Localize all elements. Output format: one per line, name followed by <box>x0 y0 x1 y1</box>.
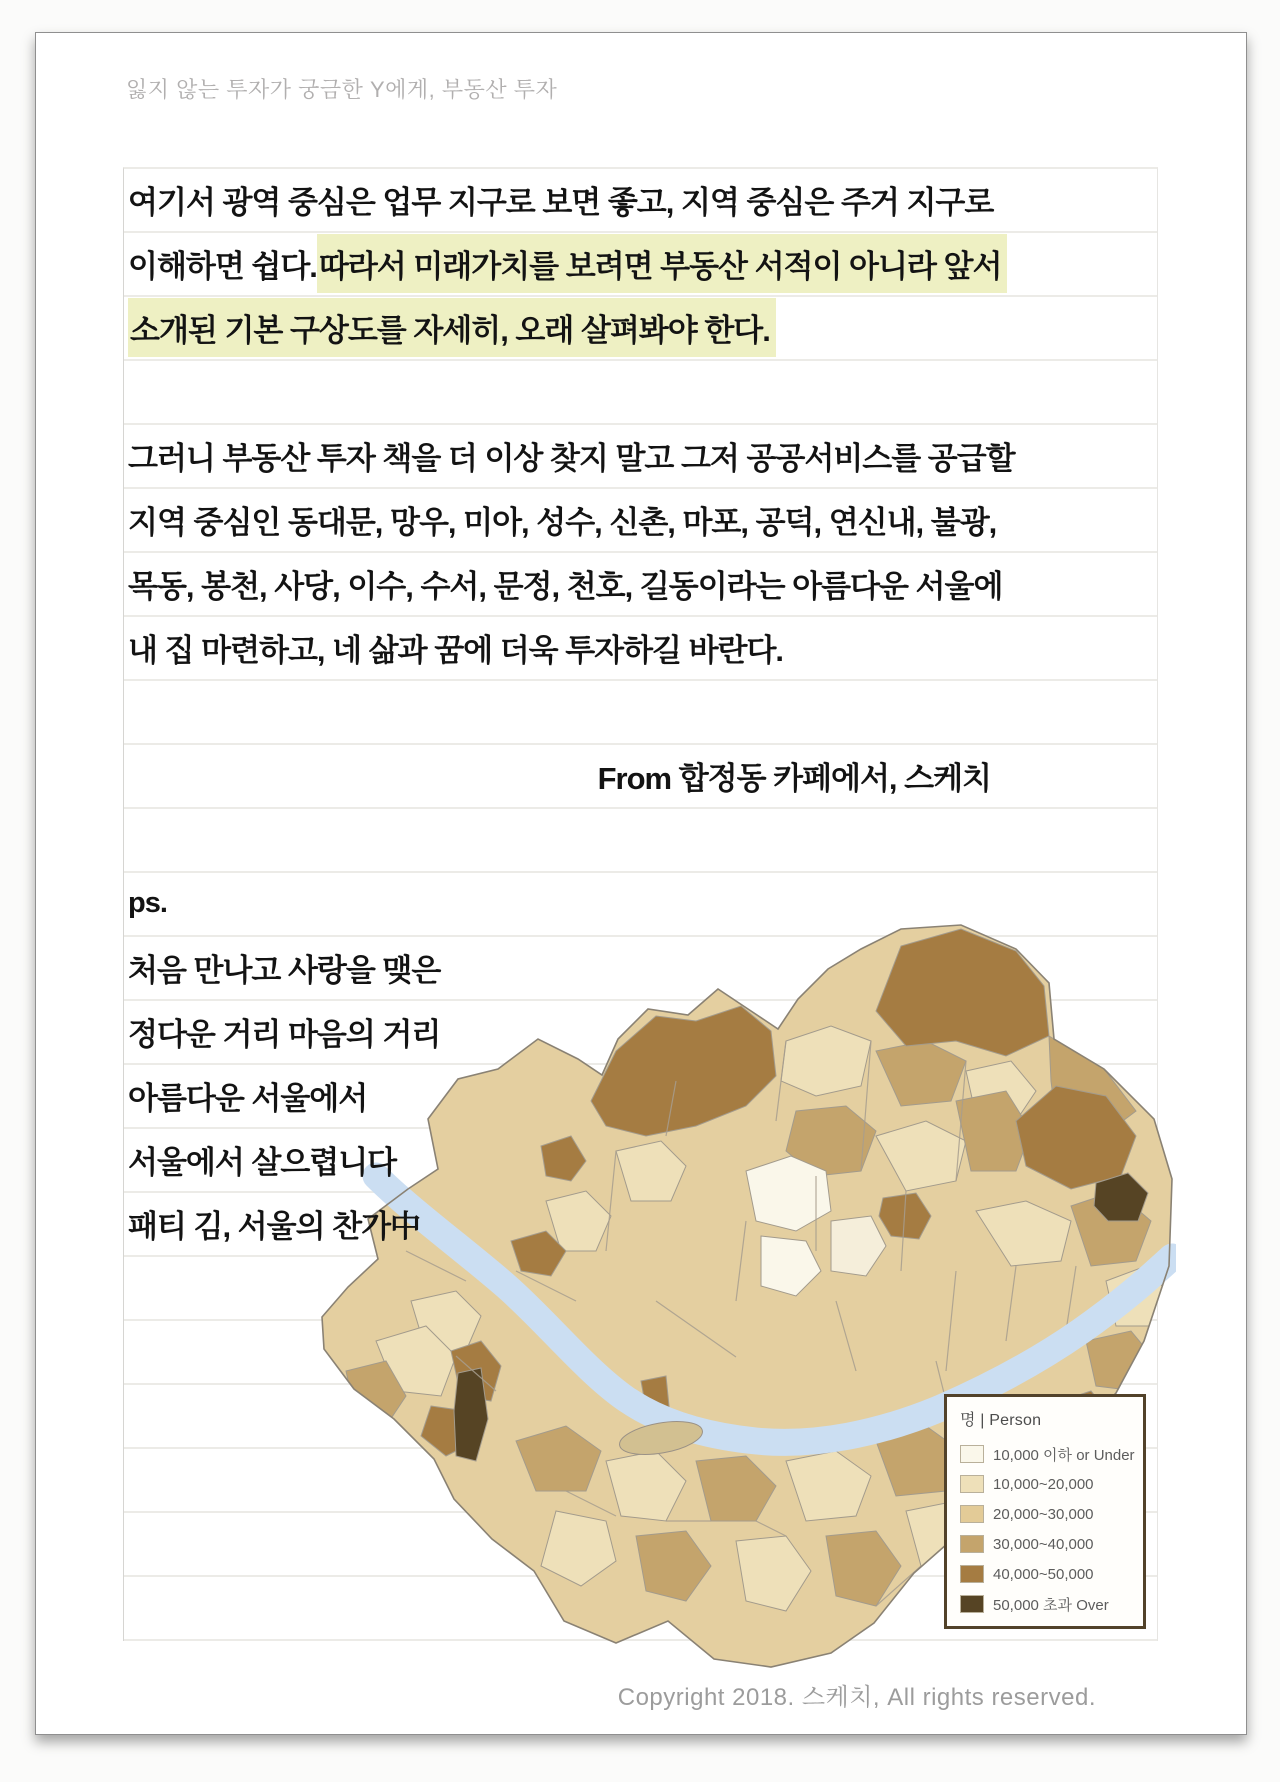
legend-label: 10,000~20,000 <box>993 1475 1094 1493</box>
rule-row <box>124 425 1157 489</box>
highlighted-text: 따라서 미래가치를 보려면 부동산 서적이 아니라 앞서 <box>317 234 1008 293</box>
ps-text: ps. <box>128 886 167 919</box>
letter-page <box>35 32 1247 1735</box>
legend-swatch <box>960 1595 984 1613</box>
rule-row <box>124 745 1157 809</box>
legend-swatch <box>960 1535 984 1553</box>
legend-item <box>960 1499 1131 1529</box>
rule-row <box>124 681 1157 745</box>
legend-label: 50,000 초과 Over <box>993 1596 1109 1614</box>
letter-text: 지역 중심인 동대문, 망우, 미아, 성수, 신촌, 마포, 공덕, 연신내, 불광, <box>128 504 997 540</box>
rule-row <box>124 489 1157 553</box>
signoff-text: From 합정동 카페에서, 스케치 <box>597 760 991 796</box>
highlighted-text: 소개된 기본 구상도를 자세히, 오래 살펴봐야 한다. <box>128 298 776 357</box>
rule-row <box>124 553 1157 617</box>
poem-text: 처음 만나고 사랑을 맺은 <box>128 952 441 988</box>
legend-item <box>960 1529 1131 1559</box>
letter-text: 그러니 부동산 투자 책을 더 이상 찾지 말고 그저 공공서비스를 공급할 <box>128 440 1015 476</box>
rule-row <box>124 233 1157 297</box>
legend-item <box>960 1439 1135 1469</box>
legend-title: 명 | Person <box>960 1412 1042 1429</box>
letter-text: 목동, 봉천, 사당, 이수, 수서, 문정, 천호, 길동이라는 아름다운 서울에 <box>128 568 1003 604</box>
rule-row <box>124 169 1157 233</box>
legend-swatch <box>960 1475 984 1493</box>
letter-text: 여기서 광역 중심은 업무 지구로 보면 좋고, 지역 중심은 주거 지구로 <box>128 184 994 220</box>
legend-item <box>960 1559 1131 1589</box>
legend-label: 40,000~50,000 <box>993 1565 1094 1583</box>
letter-text: 내 집 마련하고, 네 삶과 꿈에 더욱 투자하길 바란다. <box>128 632 784 668</box>
poem-text: 서울에서 살으렵니다 <box>128 1144 397 1180</box>
legend-item <box>960 1589 1131 1619</box>
legend-swatch <box>960 1565 984 1583</box>
poem-text: 패티 김, 서울의 찬가中 <box>128 1208 421 1244</box>
legend-label: 10,000 이하 or Under <box>993 1446 1135 1464</box>
page-title: 잃지 않는 투자가 궁금한 Y에게, 부동산 투자 <box>126 77 558 102</box>
legend-item <box>960 1469 1131 1499</box>
legend-label: 20,000~30,000 <box>993 1505 1094 1523</box>
legend-swatch <box>960 1445 984 1463</box>
rule-row <box>124 361 1157 425</box>
letter-text: 이해하면 쉽다. <box>128 248 317 284</box>
legend-label: 30,000~40,000 <box>993 1535 1094 1553</box>
poem-text: 아름다운 서울에서 <box>128 1080 368 1116</box>
rule-row <box>124 809 1157 873</box>
rule-row <box>124 297 1157 361</box>
poem-text: 정다운 거리 마음의 거리 <box>128 1016 441 1052</box>
copyright-text: Copyright 2018. 스케치, All rights reserved. <box>617 1684 1096 1711</box>
rule-row <box>124 617 1157 681</box>
map-legend <box>944 1394 1146 1629</box>
legend-swatch <box>960 1505 984 1523</box>
